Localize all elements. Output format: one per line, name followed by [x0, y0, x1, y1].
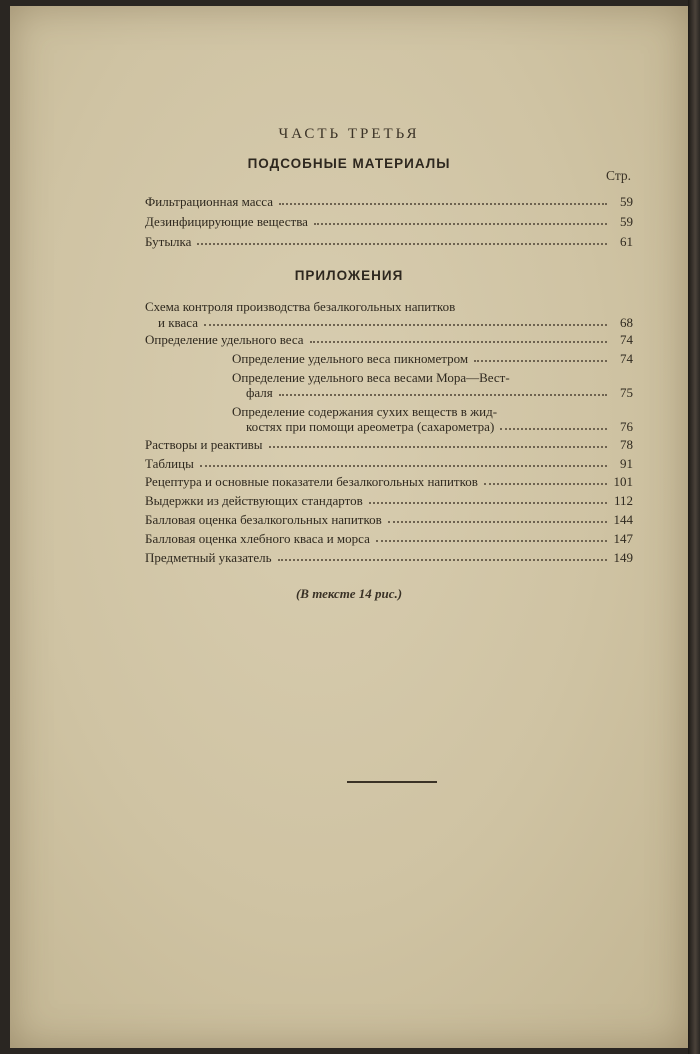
toc-entry	[145, 473, 633, 491]
dot-leader	[314, 223, 607, 225]
toc-entry-text: и кваса	[158, 315, 198, 330]
toc-entry-page: 59	[620, 194, 633, 209]
toc-entry-page: 91	[620, 456, 633, 471]
toc-entry-page: 75	[620, 385, 633, 400]
toc-entry-text: Схема контроля производства безалкогольных напитков	[145, 299, 456, 314]
toc-entry-page: 59	[620, 214, 633, 229]
toc-entry-text: Растворы и реактивы	[145, 437, 263, 452]
toc-entry	[145, 233, 633, 251]
toc-entry	[145, 213, 633, 231]
toc-entry-text: Предметный указатель	[145, 550, 272, 565]
toc-entry-text: Фильтрационная масса	[145, 194, 273, 209]
toc-entry-text: Определение удельного веса весами Мора—Вест-	[232, 370, 510, 385]
toc-entry-text: Определение удельного веса пикнометром	[232, 351, 469, 366]
toc-entry-text: Балловая оценка безалкогольных напитков	[145, 512, 382, 527]
section-title-appendices: ПРИЛОЖЕНИЯ	[294, 268, 404, 283]
dot-leader	[279, 203, 607, 205]
toc-subentry	[246, 418, 633, 436]
dot-leader	[279, 394, 607, 396]
section-title-materials: ПОДСОБНЫЕ МАТЕРИАЛЫ	[247, 156, 451, 171]
dot-leader	[204, 324, 607, 326]
toc-entry-page: 112	[613, 493, 633, 508]
toc-subentry	[246, 384, 633, 402]
toc-entry	[145, 436, 633, 454]
dot-leader	[500, 428, 607, 430]
toc-entry-text: костях при помощи ареометра (сахарометра)	[246, 419, 495, 434]
page-column-header: Стр.	[606, 168, 632, 183]
toc-entry-text: Таблицы	[145, 456, 194, 471]
book-page	[10, 6, 688, 1048]
toc-entry-page: 149	[613, 550, 633, 565]
toc-subentry	[232, 350, 633, 368]
toc-entry-page: 68	[620, 315, 633, 330]
toc-entry-text: Выдержки из действующих стандартов	[145, 493, 363, 508]
toc-entry-page: 78	[620, 437, 633, 452]
toc-entry	[145, 530, 633, 548]
toc-entry-page: 144	[613, 512, 633, 527]
dot-leader	[474, 360, 607, 362]
toc-entry-text: Определение удельного веса	[145, 332, 304, 347]
toc-entry	[145, 549, 633, 567]
toc-entry-page: 147	[613, 531, 633, 546]
dot-leader	[376, 540, 607, 542]
toc-entry-page: 74	[620, 351, 633, 366]
book-edge	[688, 0, 700, 1054]
dot-leader	[200, 465, 607, 467]
toc-entry-page: 74	[620, 332, 633, 347]
toc-entry-page: 101	[613, 474, 633, 489]
part-title: ЧАСТЬ ТРЕТЬЯ	[278, 126, 420, 142]
toc-entry	[145, 455, 633, 473]
toc-entry-page: 76	[620, 419, 633, 434]
toc-entry	[145, 331, 633, 349]
dot-leader	[278, 559, 607, 561]
figure-count-note: (В тексте 14 рис.)	[295, 586, 403, 601]
toc-entry-text: Бутылка	[145, 234, 192, 249]
dot-leader	[369, 502, 607, 504]
dot-leader	[197, 243, 607, 245]
dot-leader	[388, 521, 607, 523]
toc-entry	[145, 193, 633, 211]
toc-entry-page: 61	[620, 234, 633, 249]
toc-entry-text: фаля	[246, 385, 273, 400]
dot-leader	[484, 483, 607, 485]
toc-entry	[158, 314, 633, 332]
dot-leader	[269, 446, 607, 448]
dot-leader	[310, 341, 607, 343]
toc-entry-text: Дезинфицирующие вещества	[145, 214, 308, 229]
closing-rule	[347, 781, 437, 783]
toc-entry	[145, 511, 633, 529]
toc-entry-text: Рецептура и основные показатели безалкогольных напитков	[145, 474, 478, 489]
toc-entry	[145, 492, 633, 510]
toc-entry-text: Балловая оценка хлебного кваса и морса	[145, 531, 370, 546]
toc-entry-text: Определение содержания сухих веществ в жид-	[232, 404, 498, 419]
